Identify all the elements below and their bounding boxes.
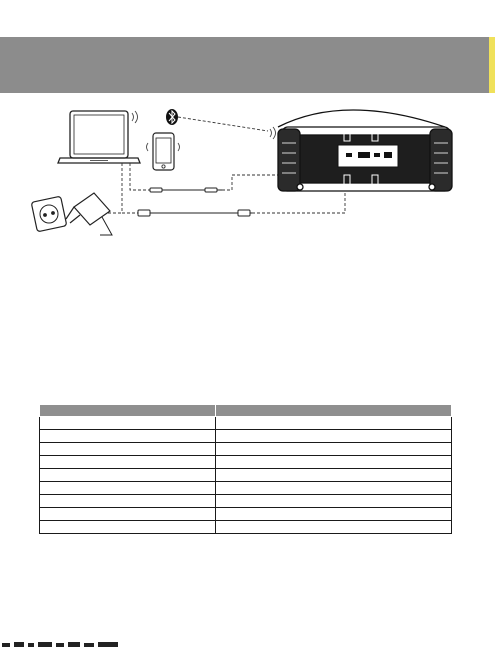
connection-diagram <box>0 95 495 245</box>
table-row <box>40 430 452 443</box>
table-cell <box>216 456 452 469</box>
table-row <box>40 495 452 508</box>
table-cell <box>216 482 452 495</box>
table-row <box>40 521 452 534</box>
table-header-cell <box>216 405 452 417</box>
table-header-cell <box>40 405 216 417</box>
table-cell <box>40 443 216 456</box>
usb-cable-icon <box>138 210 252 216</box>
bluetooth-icon <box>166 109 178 125</box>
table-cell <box>216 430 452 443</box>
table-row <box>40 456 452 469</box>
table-cell <box>40 482 216 495</box>
power-adapter-icon <box>66 193 112 235</box>
table-cell <box>216 417 452 430</box>
header-band <box>0 37 495 93</box>
aux-cable-icon <box>150 188 222 192</box>
speaker-icon <box>278 110 452 191</box>
table-header-row <box>40 405 452 417</box>
table-cell <box>40 417 216 430</box>
table-row <box>40 417 452 430</box>
laptop-to-usb-line <box>122 163 140 213</box>
table-row <box>40 508 452 521</box>
table-cell <box>216 521 452 534</box>
table-cell <box>216 469 452 482</box>
table-cell <box>40 521 216 534</box>
table-cell <box>40 508 216 521</box>
table-cell <box>40 430 216 443</box>
table-cell <box>40 456 216 469</box>
table-cell <box>40 469 216 482</box>
laptop-wireless-icon <box>132 111 138 123</box>
table-row <box>40 482 452 495</box>
page-edge-marker <box>489 37 495 93</box>
table-row <box>40 443 452 456</box>
smartphone-icon <box>153 133 174 170</box>
bluetooth-link-line <box>178 117 268 131</box>
phone-to-aux-line <box>130 163 150 190</box>
speaker-wireless-icon <box>270 127 276 139</box>
table-row <box>40 469 452 482</box>
wall-socket-icon <box>31 196 67 232</box>
laptop-icon <box>58 111 140 163</box>
spec-table <box>39 404 452 534</box>
table-cell <box>216 495 452 508</box>
table-cell <box>216 508 452 521</box>
footer-marks <box>0 641 140 647</box>
table-cell <box>40 495 216 508</box>
table-cell <box>216 443 452 456</box>
